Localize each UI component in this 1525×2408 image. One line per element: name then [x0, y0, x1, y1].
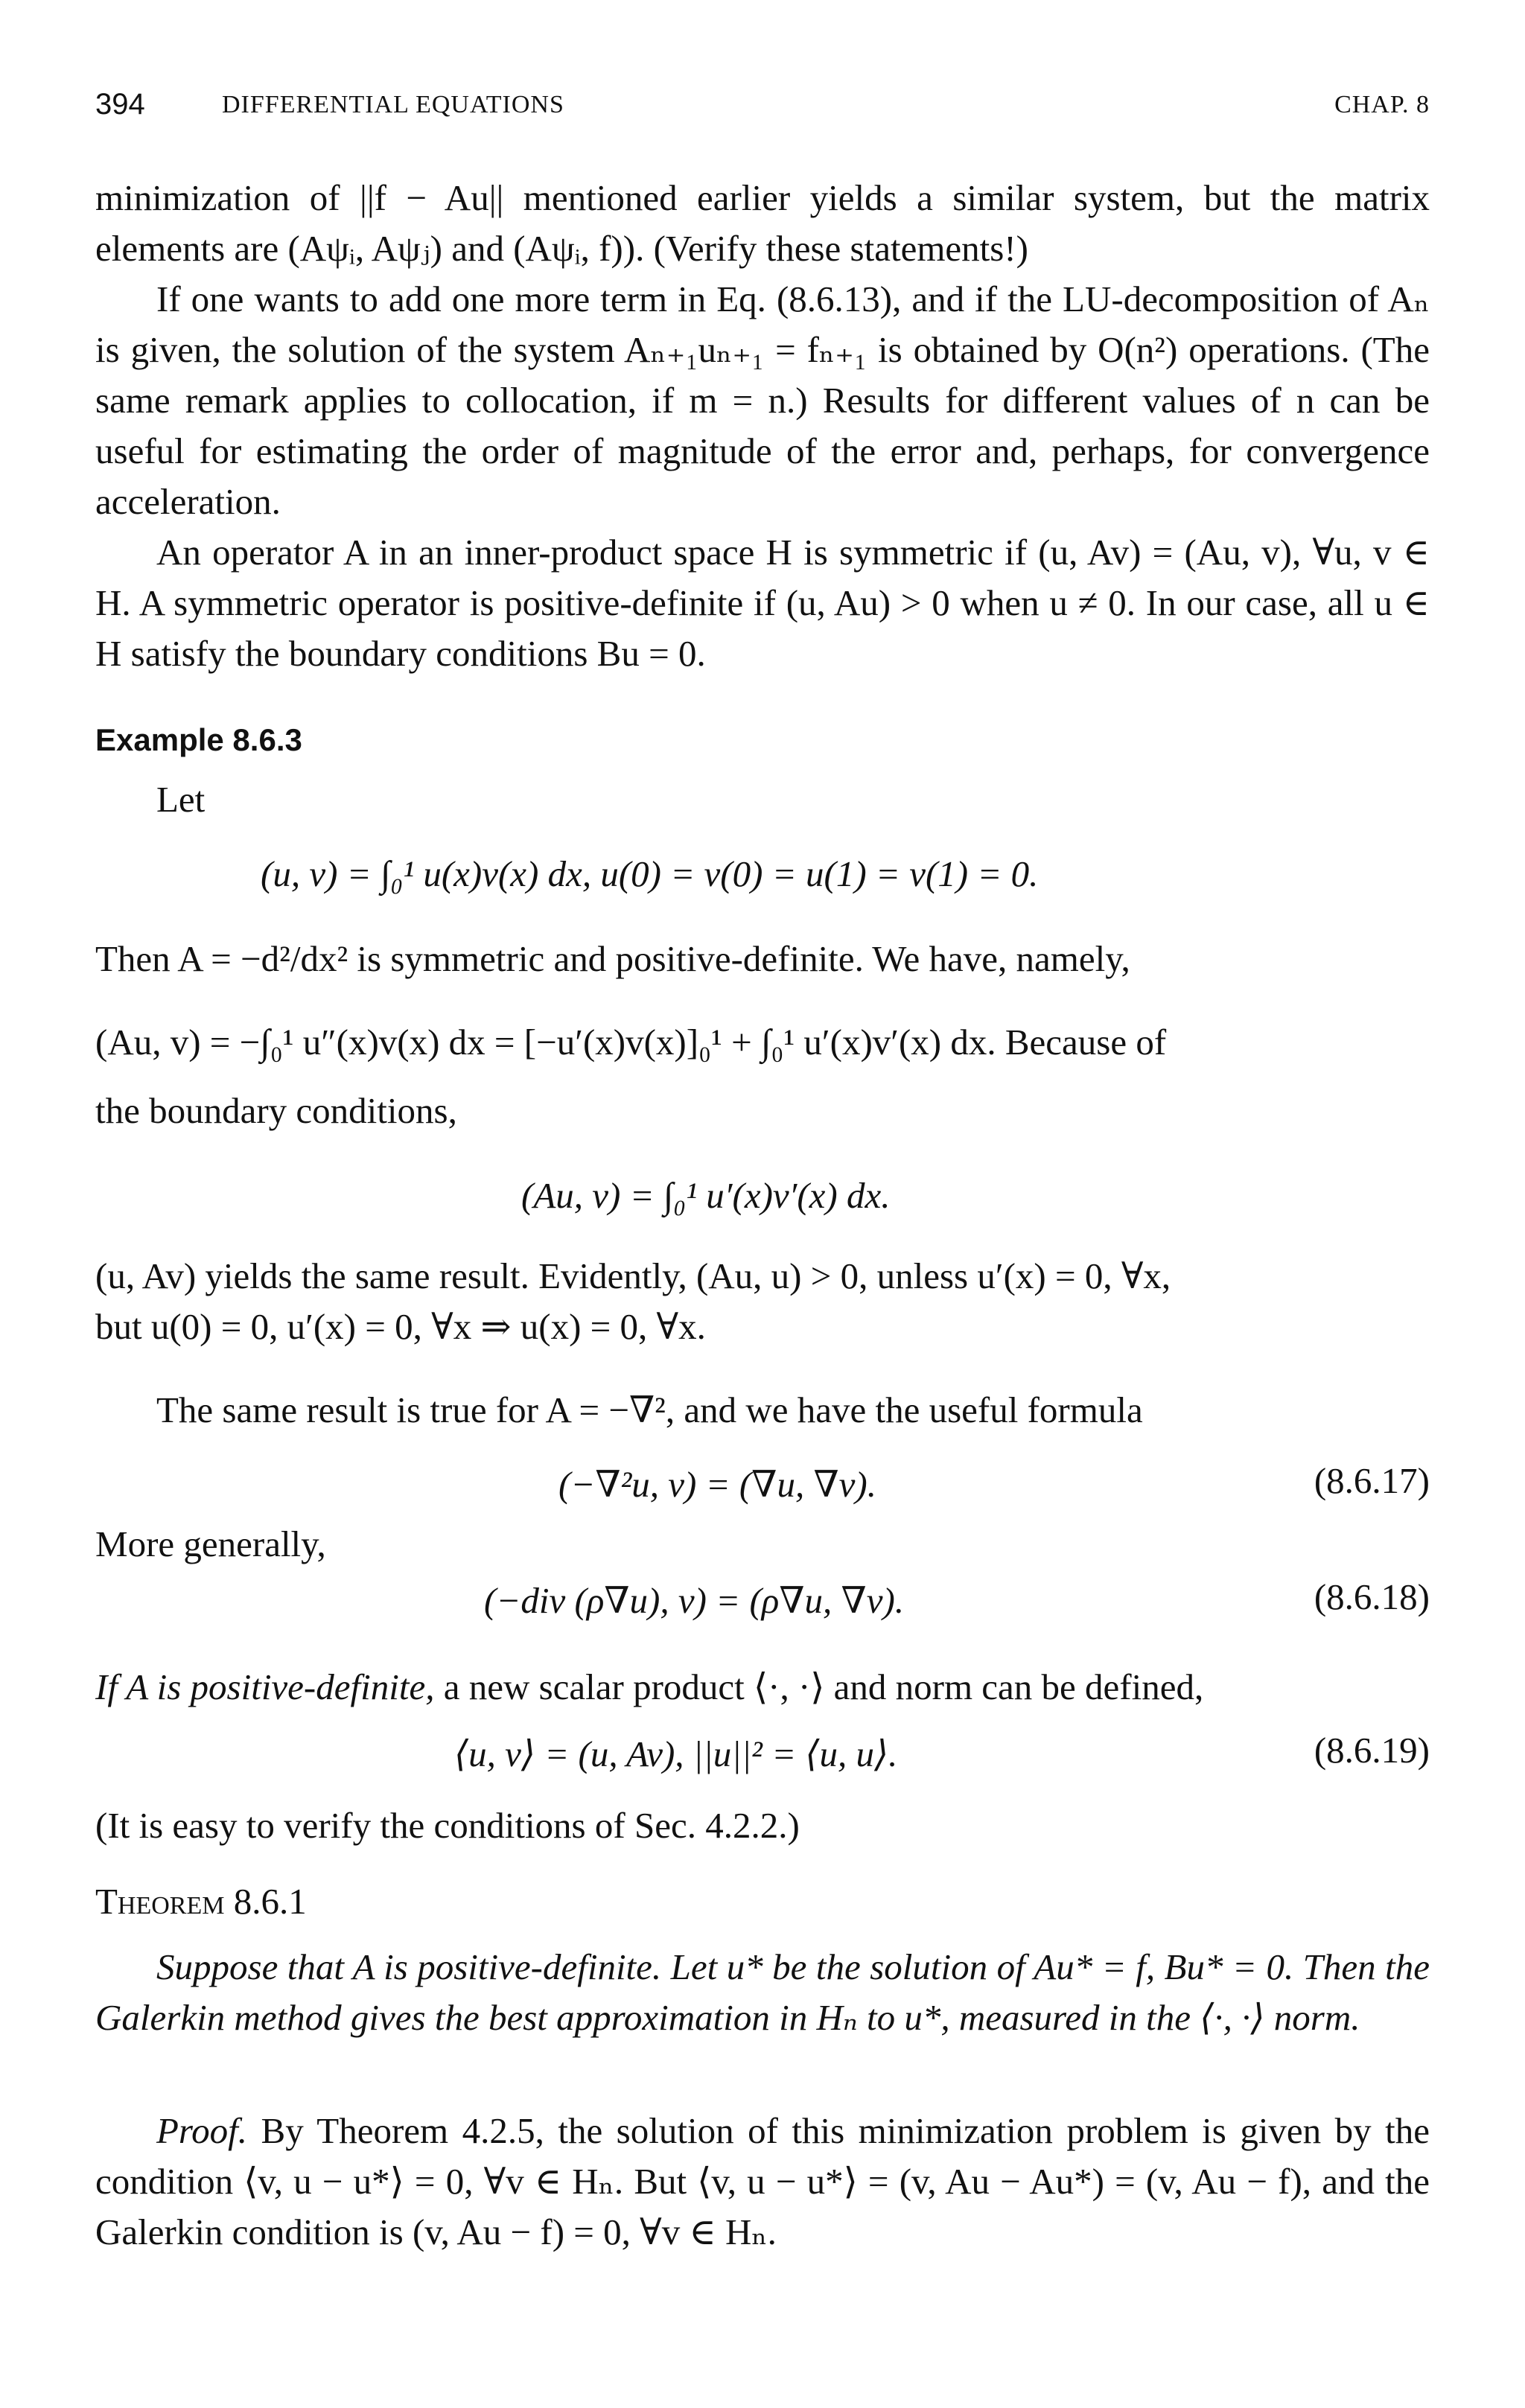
- example-boundary-conditions: the boundary conditions,: [95, 1090, 457, 1131]
- example-heading: Example 8.6.3: [95, 722, 302, 757]
- example-equation-result: (Au, v) = ∫₀¹ u′(x)v′(x) dx.: [521, 1175, 891, 1216]
- theorem-statement: Suppose that A is positive-definite. Let u* be the solution of Au* = f, Bu* = 0. Then the Galerkin method gives the best approximation in Hₙ to u*, measured in the ⟨·, ·⟩ norm.: [95, 1946, 1430, 2038]
- theorem-label: Theorem 8.6.1: [95, 1881, 307, 1922]
- equation-number-8-6-17: (8.6.17): [1314, 1460, 1430, 1501]
- more-generally: More generally,: [95, 1523, 326, 1564]
- paragraph-2: If one wants to add one more term in Eq. (8.6.13), and if the LU-decomposition of Aₙ is given, the solution of the system Aₙ₊₁uₙ₊₁ = fₙ₊₁ is obtained by O(n²) operations. (The same remark applies to collocation, if m = n.) Results for different values of n can be useful for estimating the order of magnitude of the error and, perhaps, for convergence acceleration.: [95, 278, 1430, 522]
- page-number: 394: [95, 88, 145, 121]
- proof-text: By Theorem 4.2.5, the solution of this minimization problem is given by the condition ⟨v, u − u*⟩ = 0, ∀v ∈ Hₙ. But ⟨v, u − u*⟩ = (v, Au − Au*) = (v, Au − f), and the Galerkin condition is (v, Au − f) = 0, ∀v ∈ Hₙ.: [95, 2110, 1430, 2252]
- equation-8-6-18: (−div (ρ∇u), v) = (ρ∇u, ∇v).: [484, 1580, 905, 1621]
- paragraph-6: (It is easy to verify the conditions of Sec. 4.2.2.): [95, 1805, 800, 1846]
- paragraph-1: minimization of ||f − Au|| mentioned earlier yields a similar system, but the matrix elements are (Aψᵢ, Aψⱼ) and (Aψᵢ, f)). (Verify these statements!): [95, 177, 1430, 269]
- paragraph-5: If A is positive-definite, a new scalar product ⟨·, ·⟩ and norm can be defined,: [95, 1666, 1204, 1707]
- equation-number-8-6-18: (8.6.18): [1314, 1576, 1430, 1617]
- example-conclusion: (u, Av) yields the same result. Evidently, (Au, u) > 0, unless u′(x) = 0, ∀x, but u(0) = 0, u′(x) = 0, ∀x ⇒ u(x) = 0, ∀x.: [95, 1255, 1171, 1347]
- proof-label: Proof.: [156, 2110, 248, 2151]
- equation-8-6-19: ⟨u, v⟩ = (u, Av), ||u||² = ⟨u, u⟩.: [454, 1733, 898, 1774]
- equation-number-8-6-19: (8.6.19): [1314, 1730, 1430, 1771]
- chapter-label: CHAP. 8: [1334, 91, 1430, 118]
- example-equation-integration-by-parts: (Au, v) = −∫₀¹ u″(x)v(x) dx = [−u′(x)v(x)]₀¹ + ∫₀¹ u′(x)v′(x) dx. Because of: [95, 1022, 1167, 1063]
- opening-paragraphs: [95, 173, 1430, 679]
- running-title: DIFFERENTIAL EQUATIONS: [222, 91, 564, 118]
- paragraph-4: The same result is true for A = −∇², and we have the useful formula: [156, 1389, 1143, 1430]
- proof: [95, 2106, 1430, 2258]
- example-then-line: Then A = −d²/dx² is symmetric and positive-definite. We have, namely,: [95, 938, 1130, 979]
- example-equation-inner-product: (u, v) = ∫₀¹ u(x)v(x) dx, u(0) = v(0) = u(1) = v(1) = 0.: [261, 853, 1039, 894]
- paragraph-3: An operator A in an inner-product space H is symmetric if (u, Av) = (Au, v), ∀u, v ∈ H. A symmetric operator is positive-definite if (u, Au) > 0 when u ≠ 0. In our case, all u ∈ H satisfy the boundary conditions Bu = 0.: [95, 532, 1430, 674]
- running-header: [95, 88, 1430, 133]
- example-let: Let: [156, 779, 206, 820]
- equation-8-6-17: (−∇²u, v) = (∇u, ∇v).: [558, 1464, 876, 1505]
